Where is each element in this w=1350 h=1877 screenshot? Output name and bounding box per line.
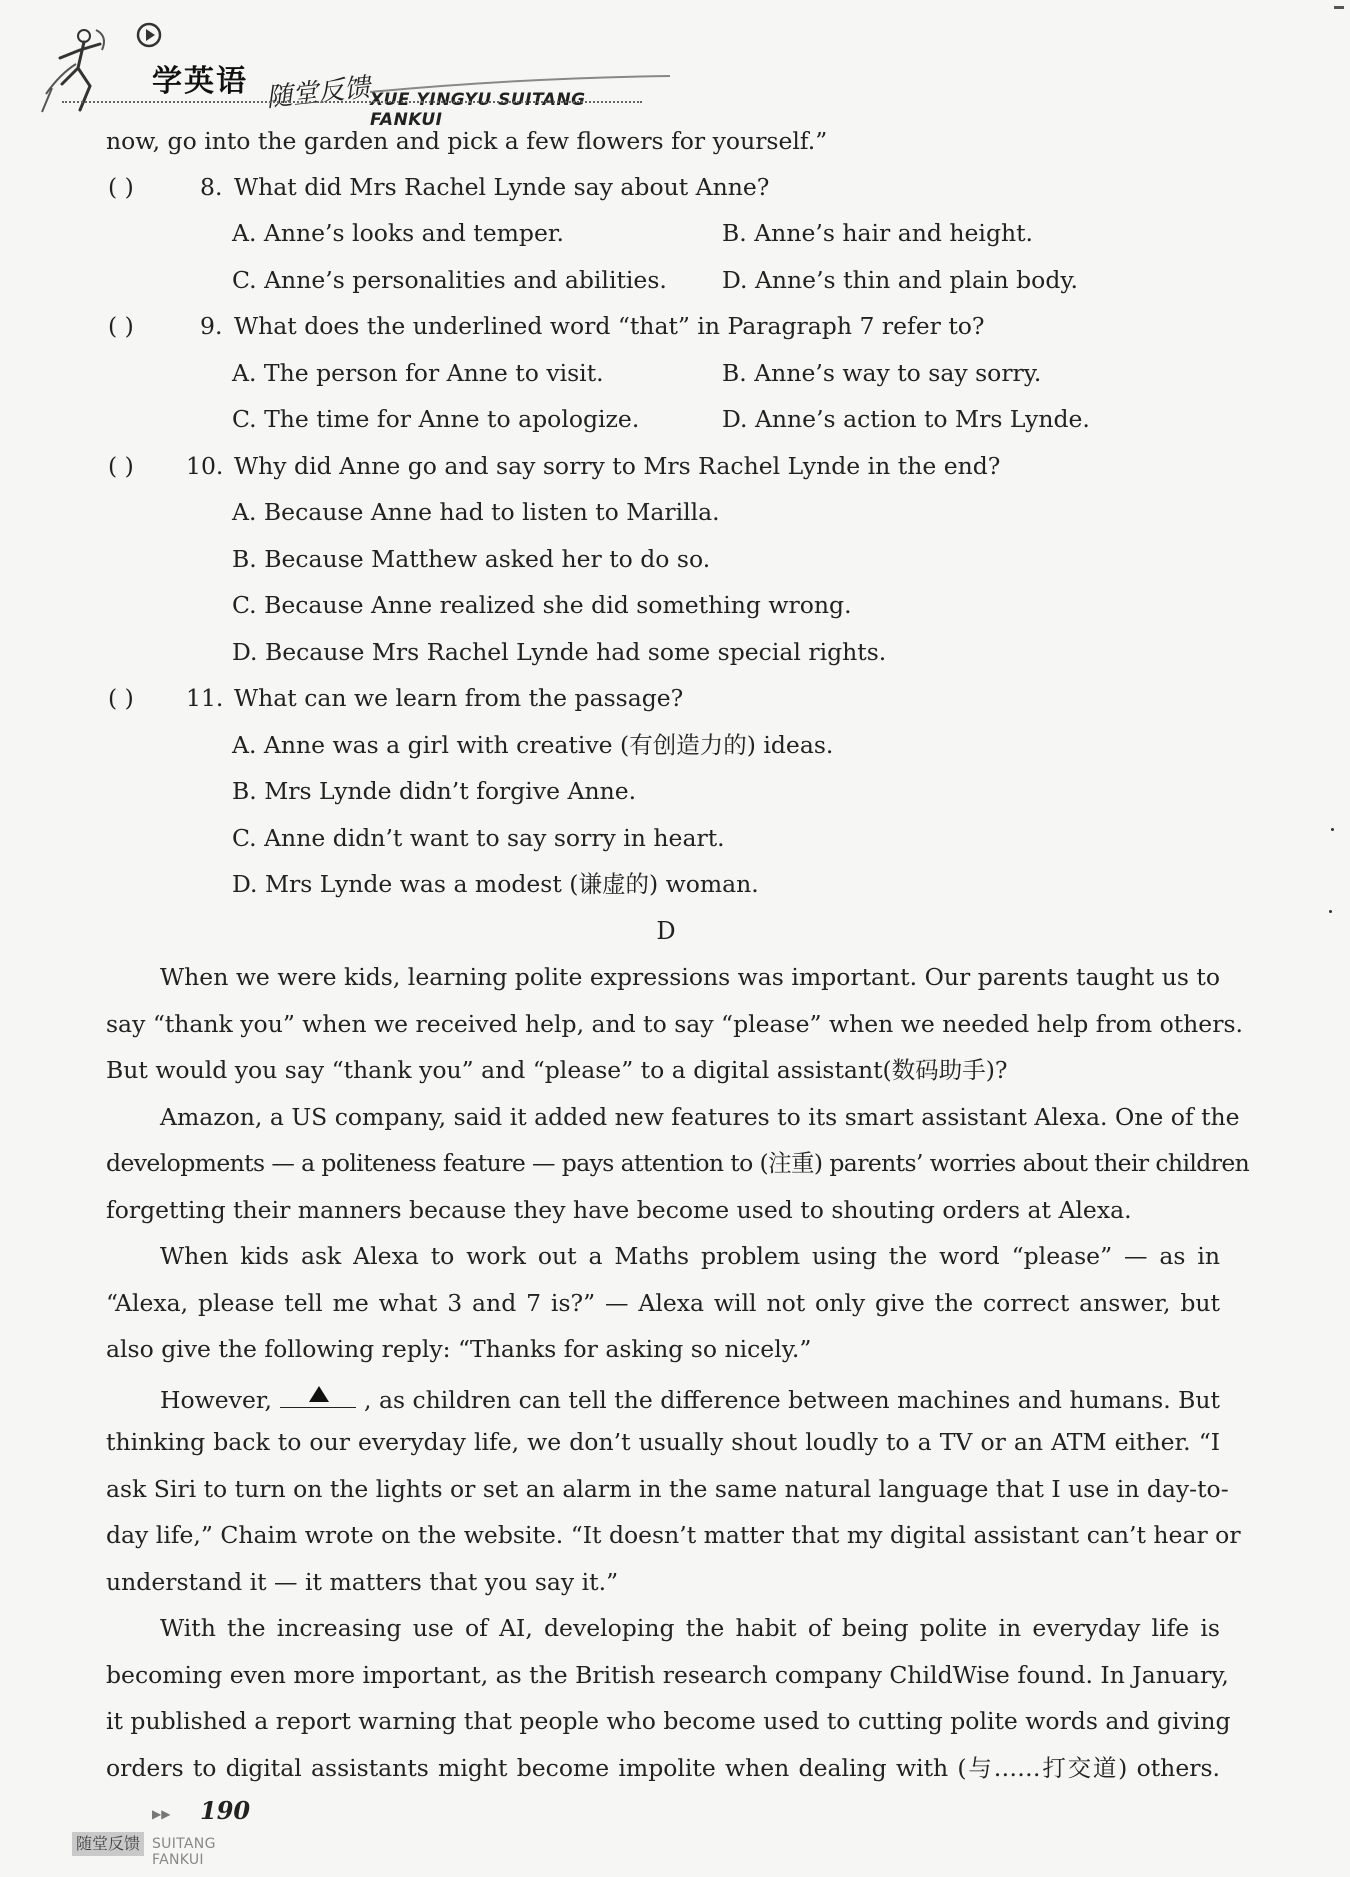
option-a: A. The person for Anne to visit. (232, 359, 604, 387)
brand-subtitle: 随堂反馈 (264, 72, 372, 114)
option-c: C. Because Anne realized she did something wrong. (232, 591, 852, 619)
question-number: 9. (200, 312, 223, 340)
passage-line: But would you say “thank you” and “please” to a digital assistant(数码助手)? (106, 1056, 1008, 1084)
passage-text: However, (160, 1386, 272, 1414)
option-c: C. Anne’s personalities and abilities. (232, 266, 667, 294)
passage-line (160, 1381, 1220, 1415)
footer-label (72, 1832, 272, 1868)
question-stem: What can we learn from the passage? (234, 684, 684, 712)
passage-line: “Alexa, please tell me what 3 and 7 is?” — Alexa will not only give the correct answer, but (106, 1289, 1220, 1317)
question-number: 10. (186, 452, 224, 480)
answer-bracket[interactable]: ( ) (108, 452, 134, 480)
option-a: A. Because Anne had to listen to Marilla. (232, 498, 720, 526)
page-header (40, 14, 660, 130)
option-d: D. Because Mrs Rachel Lynde had some special rights. (232, 638, 887, 666)
passage-line: it published a report warning that people who become used to cutting polite words and giving (106, 1707, 1231, 1735)
question-stem: What did Mrs Rachel Lynde say about Anne? (234, 173, 770, 201)
triangle-icon (308, 1385, 330, 1403)
answer-bracket[interactable]: ( ) (108, 684, 134, 712)
option-b: B. Anne’s hair and height. (722, 219, 1034, 247)
passage-line: day life,” Chaim wrote on the website. “It doesn’t matter that my digital assistant can’t hear or (106, 1521, 1241, 1549)
brand-title: 学英语 (152, 64, 248, 99)
question-stem: What does the underlined word “that” in Paragraph 7 refer to? (234, 312, 985, 340)
edge-mark (1334, 6, 1344, 9)
passage-line: say “thank you” when we received help, and to say “please” when we needed help from others. (106, 1010, 1243, 1038)
option-c: C. The time for Anne to apologize. (232, 405, 640, 433)
passage-text: , as children can tell the difference between machines and humans. But (364, 1386, 1220, 1414)
answer-bracket[interactable]: ( ) (108, 312, 134, 340)
footer-arrows-icon: ▶▶ (152, 1807, 171, 1821)
section-heading: D (656, 917, 676, 945)
brand-pinyin: XUE YINGYU SUITANG FANKUI (370, 90, 586, 130)
passage-line: Amazon, a US company, said it added new features to its smart assistant Alexa. One of the (160, 1103, 1240, 1131)
text-line: now, go into the garden and pick a few flowers for yourself.” (106, 127, 828, 155)
option-d: D. Anne’s thin and plain body. (722, 266, 1078, 294)
passage-line: ask Siri to turn on the lights or set an alarm in the same natural language that I use in day-to- (106, 1475, 1229, 1503)
answer-blank[interactable] (280, 1381, 356, 1408)
edge-dot (1329, 910, 1332, 913)
passage-line: also give the following reply: “Thanks for asking so nicely.” (106, 1335, 812, 1363)
option-c: C. Anne didn’t want to say sorry in heart. (232, 824, 725, 852)
question-number: 8. (200, 173, 223, 201)
passage-line: When we were kids, learning polite expressions was important. Our parents taught us to (160, 963, 1220, 991)
option-b: B. Mrs Lynde didn’t forgive Anne. (232, 777, 637, 805)
option-a: A. Anne was a girl with creative (有创造力的) ideas. (232, 731, 834, 759)
footer-label-en: SUITANG FANKUI (152, 1836, 216, 1868)
question-number: 11. (186, 684, 224, 712)
answer-bracket[interactable]: ( ) (108, 173, 134, 201)
passage-line: understand it — it matters that you say it.” (106, 1568, 619, 1596)
option-d: D. Anne’s action to Mrs Lynde. (722, 405, 1090, 433)
header-divider (62, 101, 642, 103)
edge-dot (1331, 828, 1334, 831)
passage-line: With the increasing use of AI, developing the habit of being polite in everyday life is (160, 1614, 1220, 1642)
option-b: B. Because Matthew asked her to do so. (232, 545, 711, 573)
question-stem: Why did Anne go and say sorry to Mrs Rachel Lynde in the end? (234, 452, 1001, 480)
passage-line: orders to digital assistants might become impolite when dealing with (与……打交道) others. (106, 1754, 1220, 1782)
play-icon (136, 22, 162, 48)
passage-line: forgetting their manners because they have become used to shouting orders at Alexa. (106, 1196, 1132, 1224)
option-b: B. Anne’s way to say sorry. (722, 359, 1042, 387)
passage-line: thinking back to our everyday life, we don’t usually shout loudly to a TV or an ATM either. “I (106, 1428, 1220, 1456)
page-number: 190 (200, 1796, 251, 1825)
option-a: A. Anne’s looks and temper. (232, 219, 565, 247)
passage-line: When kids ask Alexa to work out a Maths problem using the word “please” — as in (160, 1242, 1220, 1270)
option-d: D. Mrs Lynde was a modest (谦虚的) woman. (232, 870, 759, 898)
footer-label-cn: 随堂反馈 (72, 1832, 144, 1856)
passage-line: developments — a politeness feature — pays attention to (注重) parents’ worries about their children (106, 1149, 1250, 1177)
passage-line: becoming even more important, as the British research company ChildWise found. In January, (106, 1661, 1229, 1689)
